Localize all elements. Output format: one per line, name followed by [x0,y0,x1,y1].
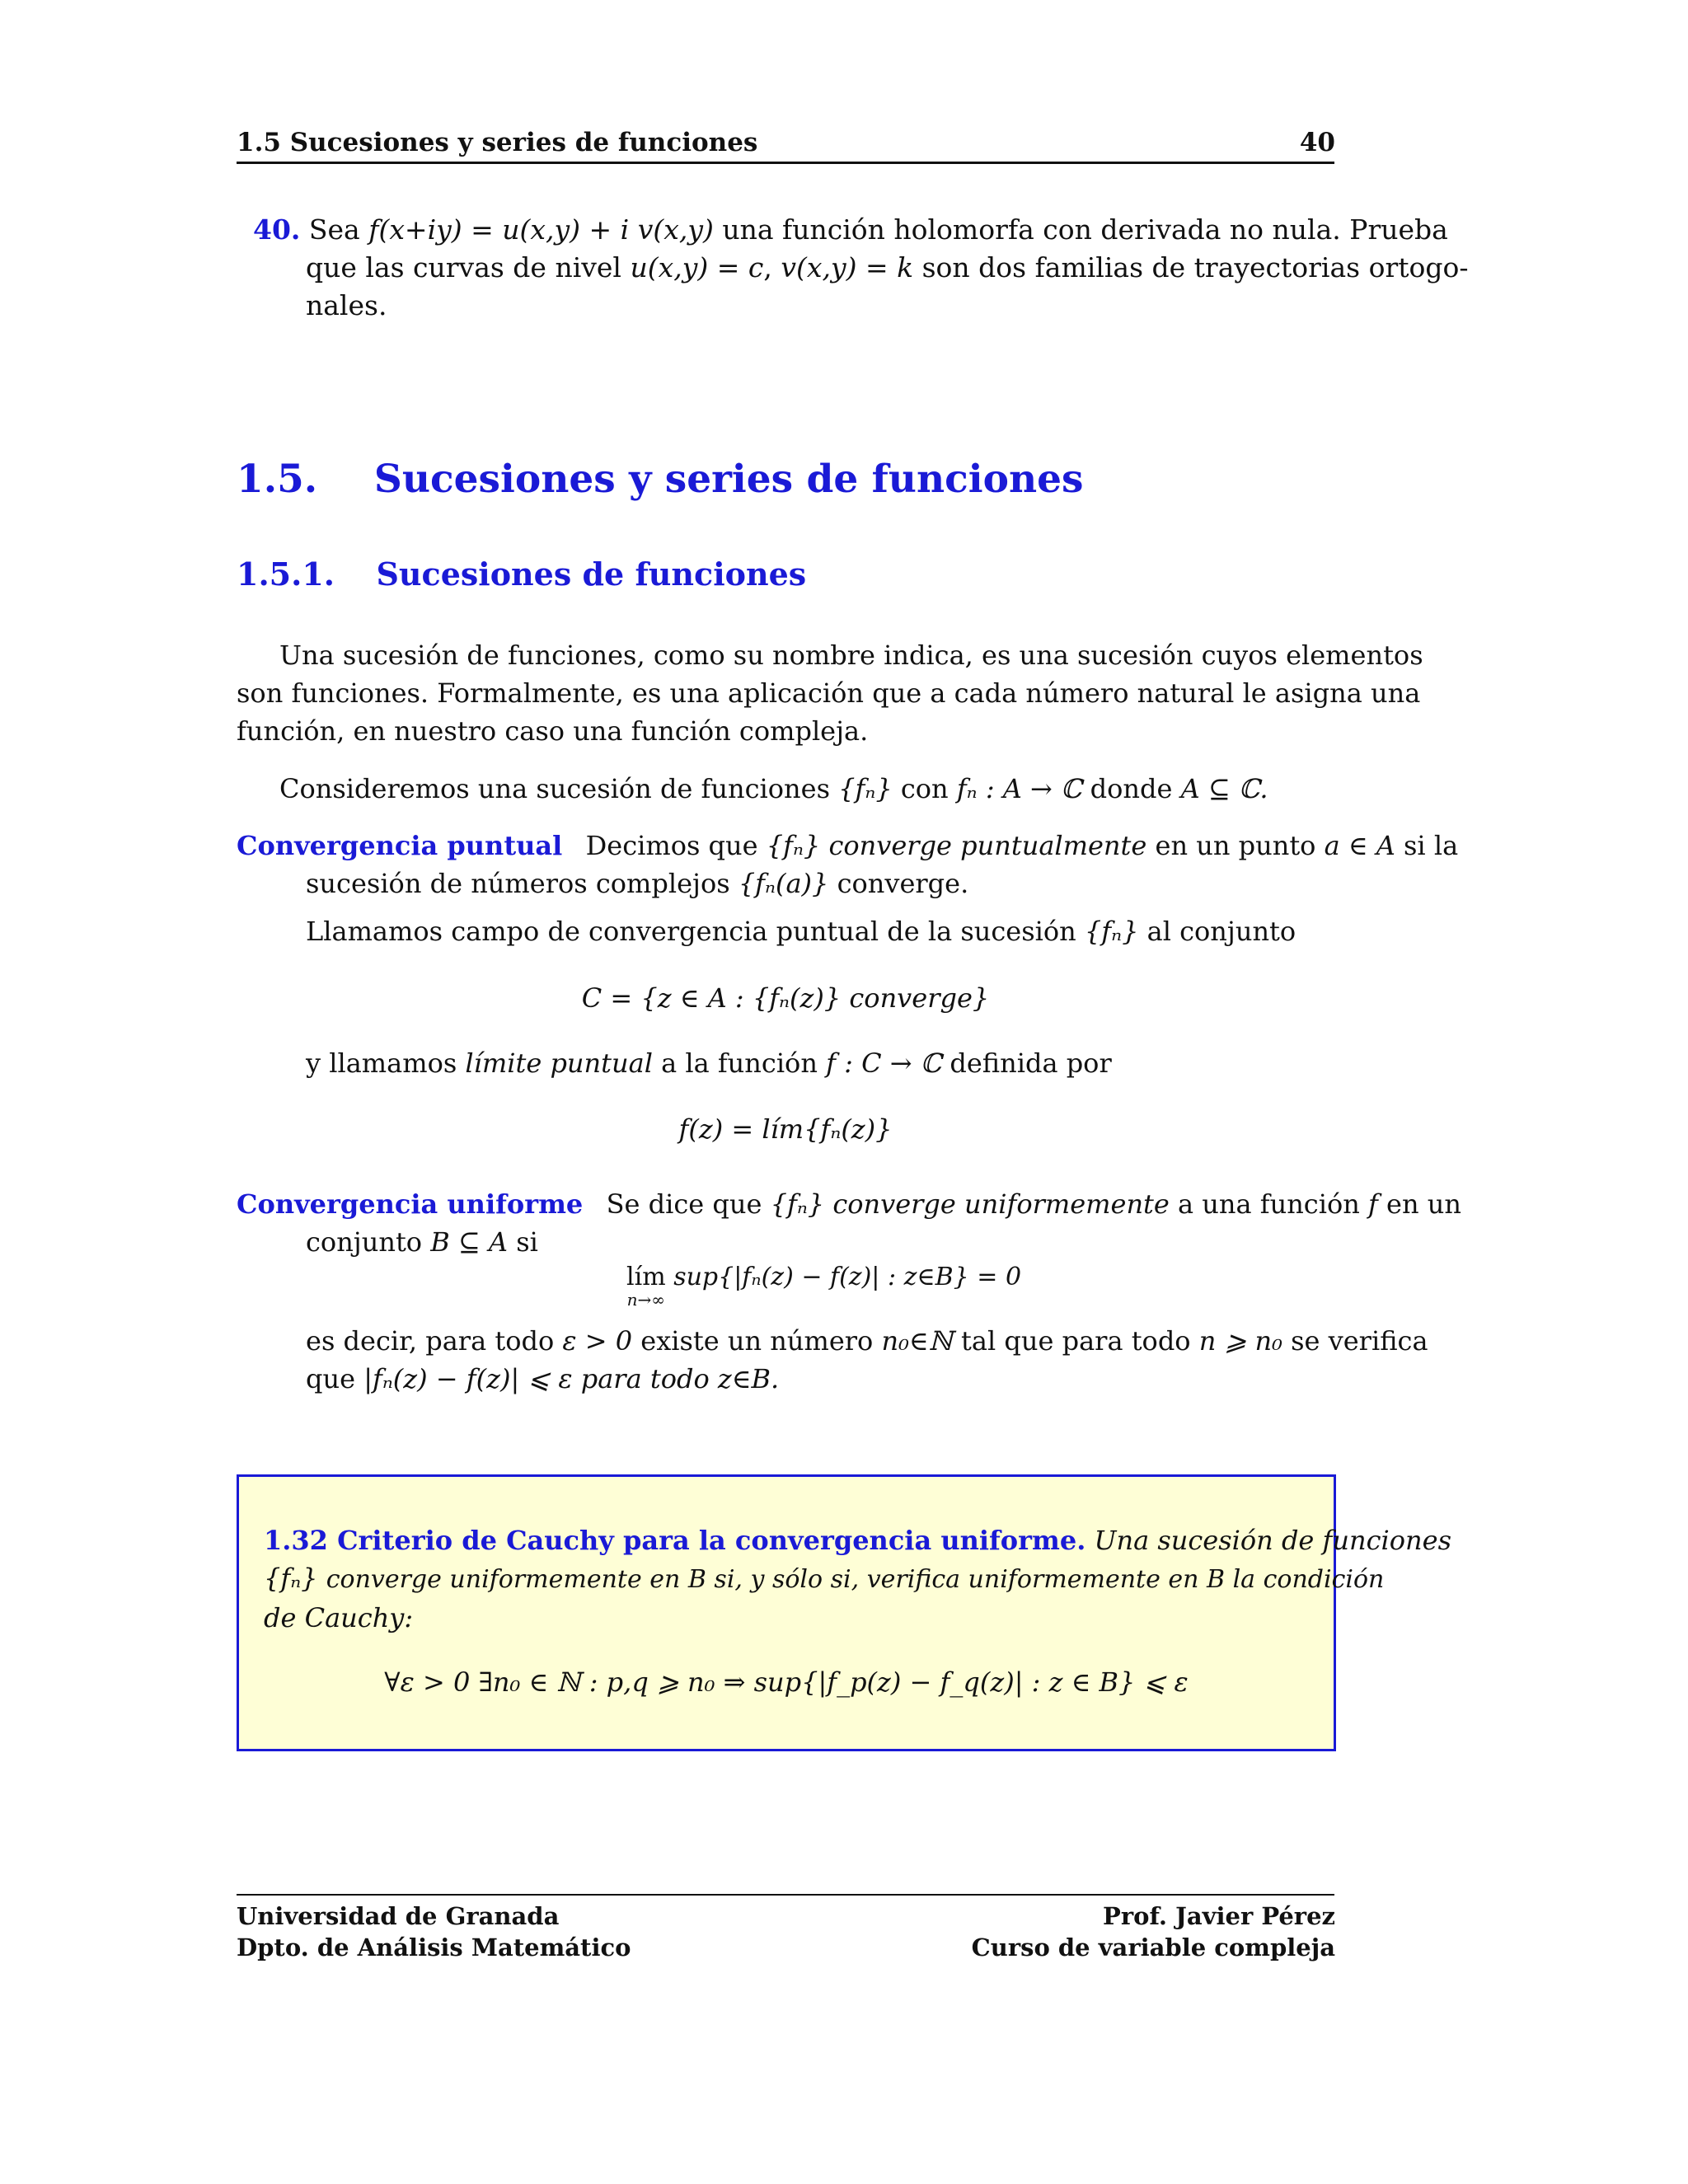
text: , [763,251,772,284]
math-inline: u(x,y) = c [630,251,764,284]
emphasis: de Cauchy: [264,1602,414,1633]
footer-rule [237,1894,1334,1896]
text: Una sucesión de funciones, como su nombre indica, es una sucesión cuyos elementos [279,640,1423,671]
text: en un [1386,1188,1461,1220]
math-inline: |fₙ(z) − f(z)| ⩽ ε [363,1363,573,1394]
math-inline: {fₙ} [766,830,821,861]
math-inline: {fₙ} [264,1563,318,1594]
limite-puntual-line [306,1044,1112,1082]
theorem-equation: ∀ε > 0 ∃n₀ ∈ ℕ : p,q ⩾ n₀ ⇒ sup{|f_p(z) − f_q(z)| : z ∈ B} ⩽ ε [384,1666,1189,1698]
text: que [306,1363,356,1394]
emphasis: límite puntual [465,1047,653,1079]
running-header-title: 1.5 Sucesiones y series de funciones [237,128,758,157]
text: función, en nuestro caso una función compleja. [237,715,869,747]
text: si la [1404,830,1459,861]
text: converge. [837,868,969,899]
intro-paragraph [237,636,1423,750]
emphasis: para todo [580,1363,710,1394]
section-title: Sucesiones y series de funciones [373,457,1084,502]
math-inline: v(x,y) = k [781,251,914,284]
emphasis: converge puntualmente [828,830,1147,861]
text: a una función [1178,1188,1360,1220]
math-inline: n₀∈ℕ [881,1325,953,1357]
footer-course: Curso de variable compleja [971,1933,1335,1961]
exercise-number: 40. [253,213,301,246]
math-inline: ε > 0 [562,1325,633,1357]
text: Sea [308,213,360,246]
uniforme-definition [237,1185,1461,1261]
theorem-box [237,1474,1451,1751]
math-inline: A ⊆ ℂ. [1180,773,1268,804]
math-inline: f : C → ℂ [826,1047,942,1079]
subsection-number: 1.5.1. [237,555,335,593]
exercise-40 [253,211,1469,325]
text: es decir, para todo [306,1325,555,1357]
page-number: 40 [1299,128,1335,157]
text: Llamamos campo de convergencia puntual de la sucesión [306,916,1076,947]
text: en un punto [1155,830,1316,861]
equation-campo: C = {z ∈ A : {fₙ(z)} converge} [581,982,990,1014]
text: sucesión de números complejos [306,868,730,899]
equation-lim-sup [626,1264,1021,1309]
equation-limite: f(z) = lím{fₙ(z)} [678,1113,893,1145]
subsection-heading [237,554,806,595]
emphasis: converge uniformemente [832,1188,1170,1220]
theorem-label: 1.32 Criterio de Cauchy para la convergencia uniforme. [264,1525,1086,1556]
puntual-definition [237,827,1459,950]
math-inline: fₙ : A → ℂ [956,773,1082,804]
text: si [516,1226,538,1258]
text: que las curvas de nivel [306,251,621,284]
puntual-label: Convergencia puntual [237,830,563,861]
text: y llamamos [306,1047,457,1079]
theorem-text [264,1521,1451,1637]
math-inline: a ∈ A [1324,830,1395,861]
text: Se dice que [606,1188,762,1220]
text: donde [1090,773,1173,804]
text: definida por [950,1047,1112,1079]
section-heading [237,455,1084,504]
math-inline: sup{|fₙ(z) − f(z)| : z∈B} = 0 [673,1263,1022,1291]
lim-subscript: n→∞ [626,1290,665,1310]
footer-author: Prof. Javier Pérez [1103,1902,1335,1930]
math-inline: {fₙ(a)} [738,868,829,899]
text: se verifica [1291,1325,1428,1357]
emphasis: converge uniformemente en B si, y sólo si, verifica uniformemente en B la condición [326,1565,1385,1594]
text: al conjunto [1146,916,1296,947]
math-inline: B ⊆ A [430,1226,509,1258]
lim-operator: lím [626,1263,666,1291]
text: existe un número [640,1325,874,1357]
text: con [900,773,949,804]
footer-left [237,1900,631,1963]
math-inline: n ⩾ n₀ [1198,1325,1282,1357]
math-inline: {fₙ} [770,1188,825,1220]
subsection-title: Sucesiones de funciones [376,555,807,593]
math-inline: {fₙ} [1084,916,1139,947]
header-rule [237,162,1334,164]
emphasis: Una sucesión de funciones [1094,1525,1451,1556]
text: tal que para todo [961,1325,1191,1357]
text: son dos familias de trayectorias ortogo- [921,251,1469,284]
footer-department: Dpto. de Análisis Matemático [237,1933,631,1961]
uniforme-label: Convergencia uniforme [237,1188,584,1220]
footer-right [972,1900,1335,1963]
text: son funciones. Formalmente, es una aplicación que a cada número natural le asigna una [237,677,1421,709]
text: Decimos que [585,830,758,861]
text: Consideremos una sucesión de funciones [279,773,830,804]
text: a la función [661,1047,818,1079]
text: nales. [306,289,387,321]
footer-university: Universidad de Granada [237,1902,560,1930]
math-inline: f(x+iy) = u(x,y) + i v(x,y) [368,213,714,246]
math-inline: z∈B. [717,1363,780,1394]
text: una función holomorfa con derivada no nula. Prueba [722,213,1448,246]
es-decir-paragraph [306,1322,1428,1398]
text: conjunto [306,1226,423,1258]
math-inline: f [1368,1188,1378,1220]
math-inline: {fₙ} [838,773,893,804]
section-number: 1.5. [237,457,318,502]
consider-line [279,770,1268,808]
